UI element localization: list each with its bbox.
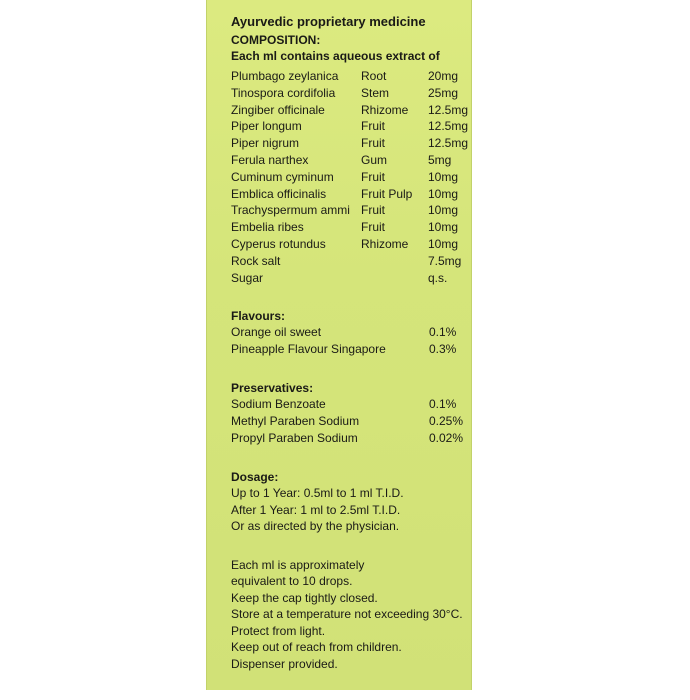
preservative-name: Methyl Paraben Sodium	[231, 414, 360, 429]
ingredient-amount: 7.5mg	[428, 253, 462, 268]
ingredient-row	[231, 85, 471, 102]
flavour-name: Pineapple Flavour Singapore	[231, 342, 386, 357]
ingredient-part: Fruit	[361, 220, 385, 235]
preservative-row	[231, 413, 471, 430]
ingredient-name: Piper nigrum	[231, 136, 300, 151]
storage-notes	[231, 557, 471, 673]
note-line: Keep the cap tightly closed.	[231, 590, 378, 605]
preservative-amount: 0.02%	[429, 431, 464, 446]
ingredient-part: Fruit	[361, 169, 385, 184]
preservative-amount: 0.1%	[429, 397, 457, 412]
note-line: Keep out of reach from children.	[231, 640, 402, 655]
dosage-line: After 1 Year: 1 ml to 2.5ml T.I.D.	[231, 502, 401, 517]
ingredient-name: Trachyspermum ammi	[231, 203, 350, 218]
preservative-name: Sodium Benzoate	[231, 397, 326, 412]
ingredient-name: Tinospora cordifolia	[231, 85, 336, 100]
ingredient-amount: 12.5mg	[428, 102, 469, 117]
ingredient-row	[231, 135, 471, 152]
ingredient-part: Root	[361, 69, 387, 83]
flavour-amount: 0.1%	[429, 325, 457, 340]
ingredient-part: Rhizome	[361, 236, 409, 251]
ingredient-part: Rhizome	[361, 102, 409, 117]
ingredient-row	[231, 202, 471, 219]
ingredient-row	[231, 236, 471, 253]
dosage-line: Up to 1 Year: 0.5ml to 1 ml T.I.D.	[231, 486, 404, 501]
preservative-row	[231, 430, 471, 447]
ingredient-row	[231, 102, 471, 119]
flavours-list	[231, 324, 471, 358]
ingredient-amount: 10mg	[428, 186, 459, 201]
ingredient-name: Ferula narthex	[231, 152, 309, 167]
ingredient-amount: q.s.	[428, 270, 448, 285]
preservatives-list	[231, 396, 471, 447]
label-title: Ayurvedic proprietary medicine	[231, 14, 426, 29]
ingredient-amount: 10mg	[428, 236, 459, 251]
ingredient-part: Gum	[361, 152, 388, 167]
ingredient-amount: 25mg	[428, 85, 459, 100]
ingredient-row	[231, 68, 471, 85]
ingredient-amount: 10mg	[428, 169, 459, 184]
note-line: equivalent to 10 drops.	[231, 574, 353, 589]
preservative-amount: 0.25%	[429, 414, 464, 429]
ingredient-part: Fruit	[361, 119, 385, 134]
dosage-line: Or as directed by the physician.	[231, 519, 400, 534]
flavour-row	[231, 341, 471, 358]
ingredient-part: Fruit	[361, 203, 385, 218]
ingredient-part: Fruit	[361, 136, 385, 151]
ingredient-name: Cuminum cyminum	[231, 169, 334, 184]
ingredient-amount: 10mg	[428, 220, 459, 235]
ingredient-name: Zingiber officinale	[231, 102, 325, 117]
ingredient-name: Plumbago zeylanica	[231, 69, 339, 83]
ingredient-name: Embelia ribes	[231, 220, 304, 235]
ingredient-part	[361, 270, 428, 287]
preservative-name: Propyl Paraben Sodium	[231, 431, 358, 446]
ingredient-name: Rock salt	[231, 253, 281, 268]
ingredient-name: Sugar	[231, 270, 264, 285]
preservatives-heading: Preservatives:	[231, 381, 314, 396]
note-line: Protect from light.	[231, 623, 326, 638]
composition-heading: COMPOSITION:	[231, 33, 321, 47]
ingredient-row	[231, 253, 471, 270]
ingredient-row	[231, 118, 471, 135]
medicine-label-panel	[206, 0, 472, 690]
flavour-amount: 0.3%	[429, 342, 457, 357]
dosage-list	[231, 485, 471, 535]
ingredient-row	[231, 219, 471, 236]
ingredient-row	[231, 186, 471, 203]
dosage-heading: Dosage:	[231, 470, 279, 485]
ingredient-amount: 5mg	[428, 152, 452, 167]
note-line: Store at a temperature not exceeding 30°C.	[231, 607, 463, 622]
ingredient-part: Fruit Pulp	[361, 186, 413, 201]
ingredient-row	[231, 270, 471, 287]
flavour-name: Orange oil sweet	[231, 325, 322, 340]
ingredient-amount: 12.5mg	[428, 119, 469, 134]
note-line: Each ml is approximately	[231, 557, 365, 572]
ingredient-row	[231, 152, 471, 169]
ingredient-name: Piper longum	[231, 119, 302, 134]
preservative-row	[231, 396, 471, 413]
composition-subheading: Each ml contains aqueous extract of	[231, 49, 440, 63]
note-line: Dispenser provided.	[231, 656, 338, 671]
flavours-heading: Flavours:	[231, 309, 286, 324]
ingredient-name: Emblica officinalis	[231, 186, 327, 201]
ingredient-row	[231, 169, 471, 186]
ingredient-amount: 12.5mg	[428, 136, 469, 151]
ingredient-part	[361, 253, 428, 270]
flavour-row	[231, 324, 471, 341]
ingredient-part: Stem	[361, 85, 390, 100]
ingredient-amount: 20mg	[428, 69, 459, 83]
ingredient-name: Cyperus rotundus	[231, 236, 326, 251]
composition-list	[231, 68, 471, 286]
ingredient-amount: 10mg	[428, 203, 459, 218]
